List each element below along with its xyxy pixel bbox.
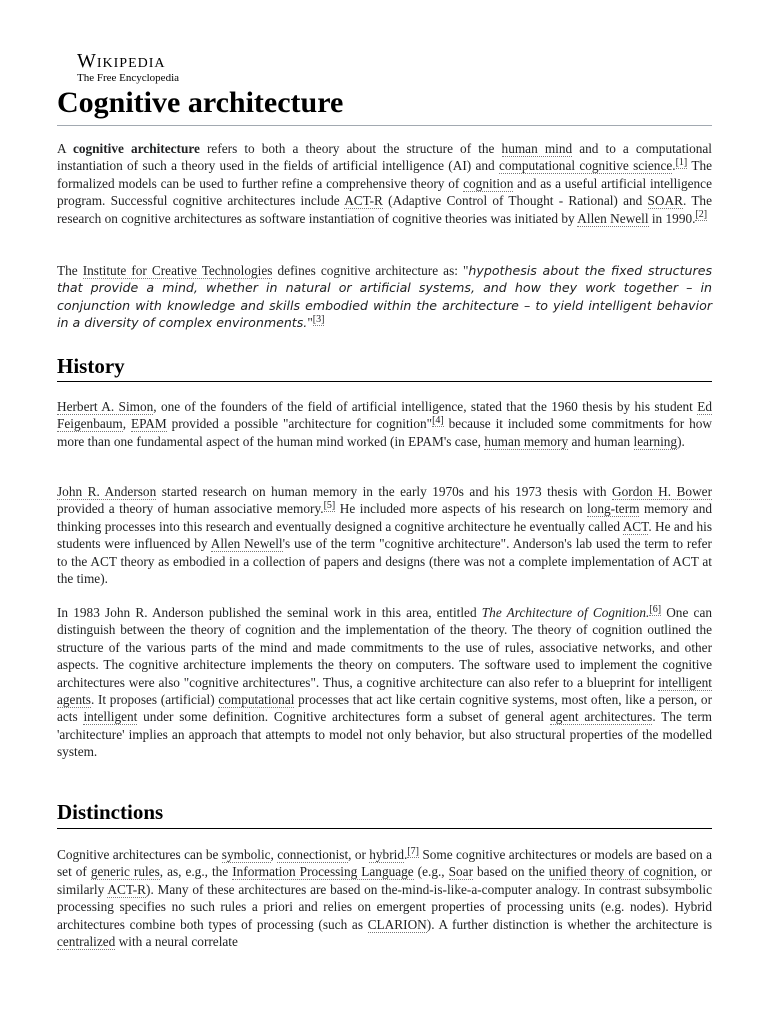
text-run: He included more aspects of his research on	[335, 501, 588, 517]
article-link[interactable]: Herbert A. Simon	[57, 399, 154, 414]
text-run: and to a computational instantiation of such a theory used in the fields of artificial intelligence (AI) and	[57, 141, 712, 174]
text-run: in 1990.	[648, 210, 696, 226]
article-link[interactable]: hybrid	[369, 847, 404, 862]
history-paragraph-2	[57, 483, 712, 587]
quotation: hypothesis about the fixed structures that provide a mind, whether in natural or artificial systems, and how they work together – in conjunction with knowledge and skills embodied within the architecture – to yield intelligent behavior in a diversity of complex environments.	[57, 263, 713, 331]
text-run: A	[57, 141, 73, 156]
article-link[interactable]: intelligent agents	[57, 674, 712, 708]
citation	[649, 604, 661, 616]
article-link[interactable]: Allen Newell	[577, 210, 649, 226]
text-run: , or	[348, 847, 370, 862]
text-run: . He and his students were influenced by	[57, 518, 712, 552]
text-run: ).	[677, 433, 685, 449]
text-run: Some cognitive architectures or models are based on a set of	[57, 847, 712, 880]
text-run: provided a possible "architecture for cognition"	[166, 416, 433, 432]
text-run: based on the	[473, 864, 549, 880]
article-link[interactable]: computational	[218, 692, 295, 708]
text-run: One can distinguish between the theory of cognition and the implementation of the theory. The theory of cognition outlined the structure of the various parts of the mind and made commitments to the use of rules, associative networks, and other aspects. The cognitive architecture implements the theory on computers. The software used to implement the cognitive architectures were also "cognitive architectures". Thus, a cognitive architecture can also refer to a blueprint for	[57, 605, 712, 690]
article-link[interactable]: human mind	[501, 141, 573, 156]
text-run: because it included some commitments for how more than one fundamental aspect of the human mind worked (in EPAM's case,	[57, 416, 713, 449]
article-link[interactable]: human memory	[484, 433, 569, 449]
logo-wordmark: Wikipedia	[77, 50, 166, 72]
article-link[interactable]: symbolic	[221, 847, 271, 862]
text-run: started research on human memory in the early 1970s and his 1973 thesis with	[156, 484, 613, 499]
intro-paragraph-2	[57, 262, 712, 332]
text-run: provided a theory of human associative memory.	[57, 501, 324, 517]
text-run: processes that act like certain cognitive systems, most often, like a person, or acts	[57, 692, 713, 725]
text-run: under some definition. Cognitive architectures form a subset of general	[137, 709, 550, 725]
citation-link[interactable]: [4]	[432, 414, 444, 426]
article-link[interactable]: agent architectures	[549, 709, 653, 725]
citation-link[interactable]: [3]	[312, 313, 325, 325]
citation	[324, 500, 336, 512]
article-link[interactable]: connectionist	[277, 847, 349, 862]
article-link[interactable]: long-term	[587, 501, 640, 517]
text-run: and as a useful artificial intelligence program. Successful cognitive architectures include	[57, 175, 712, 209]
citation-link[interactable]: [1]	[675, 156, 688, 168]
text-run: memory and thinking processes into this research and eventually designed a cognitive architecture he eventually called	[57, 501, 712, 534]
section-heading-history: History	[57, 354, 125, 378]
text-run: . The term 'architecture' implies an approach that attempts to model not only behavior, but also structural properties of the modelled system.	[57, 709, 712, 760]
text-run: ,	[122, 416, 131, 432]
citation	[313, 314, 325, 326]
text-run: and human	[568, 433, 634, 449]
work-title: The Architecture of Cognition.	[481, 605, 650, 620]
bold-term: cognitive architecture	[72, 141, 200, 156]
text-run: , as, e.g., the	[159, 864, 233, 880]
text-run: defines cognitive architecture as: "	[272, 263, 469, 278]
history-paragraph-3	[57, 604, 712, 761]
article-link[interactable]: ACT-R	[107, 881, 147, 897]
article-link[interactable]: centralized	[57, 934, 116, 950]
distinctions-divider	[57, 828, 712, 829]
article-link[interactable]: SOAR	[647, 193, 683, 209]
article-link[interactable]: Gordon H. Bower	[612, 484, 712, 499]
text-run: Cognitive architectures can be	[57, 847, 222, 862]
article-link[interactable]: Allen Newell	[210, 536, 283, 552]
text-run: The formalized models can be used to further refine a comprehensive theory of	[57, 158, 712, 191]
text-run: In 1983 John R. Anderson published the seminal work in this area, entitled	[57, 605, 482, 620]
citation	[695, 209, 707, 221]
article-link[interactable]: cognition	[463, 175, 514, 191]
text-run: . It proposes (artificial)	[90, 692, 219, 708]
citation-link[interactable]: [6]	[649, 603, 662, 615]
text-run: with a neural correlate	[115, 934, 238, 950]
text-run: ,	[270, 847, 278, 862]
citation-link[interactable]: [7]	[407, 845, 419, 857]
article-link[interactable]: EPAM	[130, 416, 167, 432]
article-link[interactable]: computational cognitive science	[498, 158, 673, 174]
article-link[interactable]: learning	[633, 433, 678, 449]
intro-paragraph-1	[57, 140, 712, 227]
text-run: ). A further distinction is whether the architecture is	[426, 916, 712, 932]
text-run: , one of the founders of the field of artificial intelligence, stated that the 1960 thesis by his student	[153, 399, 698, 414]
text-run: 's use of the term "cognitive architecture". Anderson's lab used the term to refer to the ACT theory as embodied in a collection of papers and designs (there was not a complete implementation of ACT at the time).	[57, 536, 712, 587]
section-heading-distinctions: Distinctions	[57, 800, 164, 824]
article-link[interactable]: Institute for Creative Technologies	[82, 263, 273, 278]
logo-tagline: The Free Encyclopedia	[77, 72, 180, 84]
history-divider	[57, 381, 712, 382]
text-run: The	[57, 263, 83, 278]
citation-link[interactable]: [2]	[695, 209, 708, 221]
article-link[interactable]: Information Processing Language	[232, 864, 414, 880]
article-link[interactable]: generic rules	[90, 864, 160, 880]
text-run: . The research on cognitive architectures as software instantiation of cognitive theories was initiated by	[57, 193, 712, 226]
history-paragraph-1	[57, 398, 712, 450]
citation	[676, 157, 688, 169]
article-link[interactable]: CLARION	[367, 916, 427, 932]
text-run: .	[672, 158, 676, 174]
text-run: refers to both a theory about the structure of the	[199, 141, 502, 156]
article-link[interactable]: Soar	[448, 864, 473, 880]
article-link[interactable]: ACT	[622, 518, 649, 534]
article-link[interactable]: ACT-R	[344, 193, 383, 209]
text-run: "	[307, 315, 313, 331]
article-link[interactable]: intelligent	[83, 709, 138, 725]
text-run: .	[403, 847, 408, 862]
citation	[432, 415, 444, 427]
distinctions-paragraph-1	[57, 846, 712, 950]
citation	[407, 846, 419, 858]
title-divider	[57, 125, 712, 126]
citation-link[interactable]: [5]	[323, 499, 336, 511]
text-run: (Adaptive Control of Thought - Rational) and	[382, 193, 648, 209]
article-title: Cognitive architecture	[57, 86, 344, 119]
article-link[interactable]: unified theory of cognition	[548, 864, 694, 880]
article-link[interactable]: John R. Anderson	[57, 484, 157, 499]
text-run: ). Many of these architectures are based on the-mind-is-like-a-computer analogy. In contrast subsymbolic processing specifies no such rules a priori and relies on emergent properties of processing units (e.g. nodes). Hybrid architectures combine both types of processing (such as	[57, 881, 712, 932]
wikipedia-logo[interactable]	[77, 50, 179, 84]
text-run: (e.g.,	[413, 864, 449, 880]
text-run: , or similarly	[57, 864, 712, 897]
article-link[interactable]: Ed Feigenbaum	[57, 399, 712, 432]
